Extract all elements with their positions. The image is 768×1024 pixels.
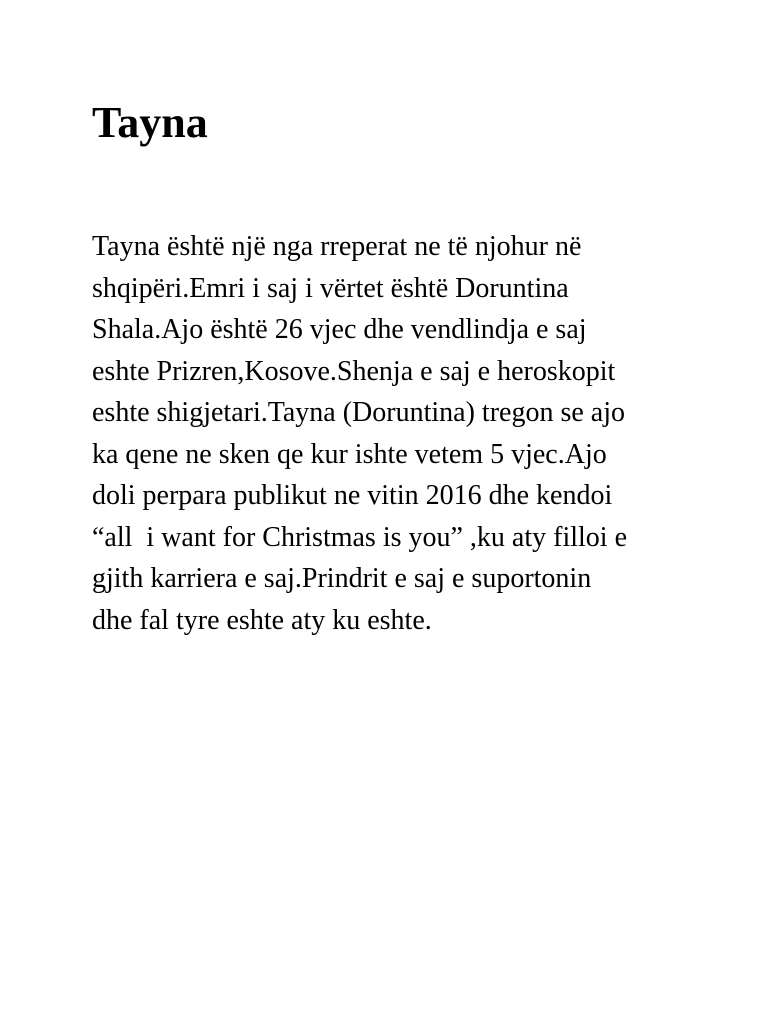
body-line: eshte Prizren,Kosove.Shenja e saj e heroskopit: [92, 355, 616, 387]
body-line: gjith karriera e saj.Prindrit e saj e suportonin: [92, 563, 592, 594]
body-line: eshte shigjetari.Tayna (Doruntina) tregon se ajo: [92, 397, 625, 428]
body-line: shqipëri.Emri i saj i vërtet është Doruntina: [92, 272, 569, 304]
body-line: ka qene ne sken qe kur ishte vetem 5 vjec.Ajo: [92, 438, 607, 470]
body-line: dhe fal tyre eshte aty ku eshte.: [92, 604, 432, 636]
document-title: Tayna: [92, 98, 208, 147]
body-line: “all i want for Christmas is you” ,ku aty filloi e: [92, 521, 628, 553]
body-line: Shala.Ajo është 26 vjec dhe vendlindja e saj: [92, 314, 587, 345]
document-body: [92, 226, 732, 641]
body-line: doli perpara publikut ne vitin 2016 dhe kendoi: [92, 480, 613, 511]
body-line: Tayna është një nga rreperat ne të njohur në: [92, 231, 582, 262]
